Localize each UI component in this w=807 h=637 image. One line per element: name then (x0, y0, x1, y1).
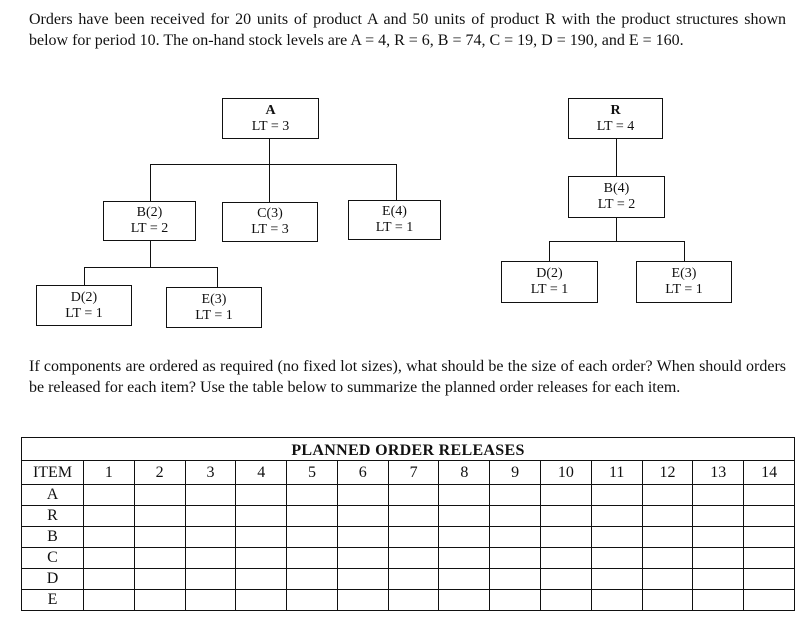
release-cell[interactable] (591, 548, 642, 569)
tree-a-connector (150, 164, 151, 202)
tree-a-node-e (348, 200, 441, 240)
node-lead-time: LT = 1 (65, 305, 103, 321)
tree-r-connector (616, 139, 617, 176)
release-cell[interactable] (439, 506, 490, 527)
release-cell[interactable] (591, 527, 642, 548)
period-header: 3 (185, 461, 236, 485)
tree-a-connector (269, 139, 270, 164)
release-cell[interactable] (84, 485, 135, 506)
release-cell[interactable] (388, 527, 439, 548)
release-cell[interactable] (541, 569, 592, 590)
period-header: 8 (439, 461, 490, 485)
release-cell[interactable] (541, 590, 592, 611)
item-label: E (22, 590, 84, 611)
release-cell[interactable] (134, 569, 185, 590)
release-cell[interactable] (337, 569, 388, 590)
tree-a-connector (150, 241, 151, 267)
table-title: PLANNED ORDER RELEASES (22, 438, 795, 461)
item-label: A (22, 485, 84, 506)
release-cell[interactable] (693, 569, 744, 590)
release-cell[interactable] (287, 527, 338, 548)
node-lead-time: LT = 3 (251, 118, 290, 134)
tree-a-connector (396, 164, 397, 202)
problem-statement: Orders have been received for 20 units of product A and 50 units of product R with the product structures shown below for period 10. The on-hand stock levels are A = 4, R = 6, B = 74, C = 19, D = 190, and E = 160. (29, 11, 786, 49)
period-header: 13 (693, 461, 744, 485)
question-text: If components are ordered as required (no fixed lot sizes), what should be the size of each order? When should orders be released for each item? Use the table below to summarize the planned order releases for each item. (29, 358, 786, 396)
period-header: 5 (287, 461, 338, 485)
period-header: 12 (642, 461, 693, 485)
release-cell[interactable] (388, 506, 439, 527)
release-cell[interactable] (591, 506, 642, 527)
release-cell[interactable] (236, 506, 287, 527)
tree-r-connector (549, 241, 550, 262)
release-cell[interactable] (337, 485, 388, 506)
tree-r-connector (616, 218, 617, 241)
release-cell[interactable] (84, 506, 135, 527)
release-cell[interactable] (490, 590, 541, 611)
node-name: E(3) (671, 266, 697, 281)
tree-a-connector (84, 267, 85, 286)
node-name: D(2) (536, 266, 563, 281)
release-cell[interactable] (541, 548, 592, 569)
tree-r-node-b (568, 176, 665, 218)
release-cell[interactable] (84, 569, 135, 590)
tree-a-node-b (103, 201, 196, 241)
release-cell[interactable] (337, 590, 388, 611)
item-header: ITEM (22, 461, 84, 485)
release-cell[interactable] (490, 506, 541, 527)
period-header: 10 (541, 461, 592, 485)
period-header: 9 (490, 461, 541, 485)
planned-order-releases-table (21, 437, 795, 611)
release-cell[interactable] (693, 548, 744, 569)
release-cell[interactable] (287, 569, 338, 590)
node-name: D(2) (70, 289, 98, 305)
release-cell[interactable] (591, 590, 642, 611)
item-label: D (22, 569, 84, 590)
node-name: C(3) (257, 206, 283, 221)
release-cell[interactable] (84, 527, 135, 548)
release-cell[interactable] (134, 527, 185, 548)
release-cell[interactable] (439, 548, 490, 569)
tree-a-node-c (222, 202, 318, 242)
release-cell[interactable] (693, 590, 744, 611)
release-cell[interactable] (388, 485, 439, 506)
node-lead-time: LT = 3 (251, 222, 289, 237)
release-cell[interactable] (541, 485, 592, 506)
item-label: B (22, 527, 84, 548)
node-name: A (265, 102, 276, 118)
release-cell[interactable] (744, 527, 795, 548)
release-cell[interactable] (134, 548, 185, 569)
release-cell[interactable] (337, 506, 388, 527)
tree-a-connector (269, 164, 270, 204)
table-row (22, 548, 795, 569)
release-cell[interactable] (236, 548, 287, 569)
release-cell[interactable] (642, 548, 693, 569)
node-lead-time: LT = 4 (596, 118, 635, 134)
release-cell[interactable] (693, 506, 744, 527)
table-header-row (22, 461, 795, 485)
release-cell[interactable] (134, 590, 185, 611)
release-cell[interactable] (185, 527, 236, 548)
table-row (22, 506, 795, 527)
release-cell[interactable] (287, 590, 338, 611)
node-lead-time: LT = 1 (195, 307, 233, 323)
release-cell[interactable] (84, 590, 135, 611)
table-row (22, 590, 795, 611)
period-header: 7 (388, 461, 439, 485)
release-cell[interactable] (185, 485, 236, 506)
release-cell[interactable] (185, 506, 236, 527)
node-name: E(3) (201, 291, 227, 307)
release-cell[interactable] (287, 485, 338, 506)
release-cell[interactable] (642, 527, 693, 548)
release-cell[interactable] (490, 527, 541, 548)
table-row (22, 569, 795, 590)
release-cell[interactable] (388, 548, 439, 569)
release-cell[interactable] (642, 590, 693, 611)
release-cell[interactable] (236, 569, 287, 590)
tree-r-connector (549, 241, 684, 242)
release-cell[interactable] (236, 527, 287, 548)
period-header: 2 (134, 461, 185, 485)
tree-a-connector (84, 267, 217, 268)
release-cell[interactable] (591, 569, 642, 590)
tree-a-connector (150, 164, 396, 165)
table-row (22, 527, 795, 548)
release-cell[interactable] (591, 485, 642, 506)
release-cell[interactable] (744, 506, 795, 527)
release-cell[interactable] (744, 590, 795, 611)
release-cell[interactable] (541, 506, 592, 527)
release-cell[interactable] (439, 527, 490, 548)
release-cell[interactable] (337, 527, 388, 548)
node-lead-time: LT = 1 (665, 282, 703, 297)
period-header: 4 (236, 461, 287, 485)
release-cell[interactable] (134, 485, 185, 506)
tree-r-connector (684, 241, 685, 262)
tree-a-node-a (222, 98, 319, 139)
tree-a-node-e2 (166, 287, 262, 328)
release-cell[interactable] (642, 506, 693, 527)
release-cell[interactable] (287, 548, 338, 569)
release-cell[interactable] (439, 485, 490, 506)
node-lead-time: LT = 2 (130, 221, 169, 236)
period-header: 6 (337, 461, 388, 485)
release-cell[interactable] (388, 590, 439, 611)
node-name: B(2) (136, 205, 163, 220)
release-cell[interactable] (541, 527, 592, 548)
release-cell[interactable] (744, 548, 795, 569)
release-cell[interactable] (490, 485, 541, 506)
period-header: 1 (84, 461, 135, 485)
release-cell[interactable] (490, 569, 541, 590)
tree-a-node-d (36, 285, 132, 326)
release-cell[interactable] (693, 485, 744, 506)
release-cell[interactable] (642, 569, 693, 590)
release-cell[interactable] (185, 569, 236, 590)
tree-r-node-e (636, 261, 732, 303)
release-cell[interactable] (287, 506, 338, 527)
node-lead-time: LT = 1 (530, 282, 569, 297)
release-cell[interactable] (185, 590, 236, 611)
table-row (22, 485, 795, 506)
node-lead-time: LT = 2 (597, 197, 636, 212)
node-lead-time: LT = 1 (375, 220, 414, 235)
release-cell[interactable] (134, 506, 185, 527)
tree-r-node-r (568, 98, 663, 139)
node-name: E(4) (382, 204, 407, 219)
tree-a-connector (217, 267, 218, 288)
release-cell[interactable] (337, 548, 388, 569)
release-cell[interactable] (236, 590, 287, 611)
release-cell[interactable] (693, 527, 744, 548)
release-cell[interactable] (744, 569, 795, 590)
release-cell[interactable] (84, 548, 135, 569)
release-cell[interactable] (744, 485, 795, 506)
period-header: 14 (744, 461, 795, 485)
item-label: R (22, 506, 84, 527)
node-name: R (610, 102, 621, 118)
release-cell[interactable] (236, 485, 287, 506)
node-name: B(4) (603, 181, 630, 196)
release-cell[interactable] (439, 590, 490, 611)
period-header: 11 (591, 461, 642, 485)
release-cell[interactable] (439, 569, 490, 590)
release-cell[interactable] (490, 548, 541, 569)
release-cell[interactable] (388, 569, 439, 590)
release-cell[interactable] (642, 485, 693, 506)
tree-r-node-d (501, 261, 598, 303)
release-cell[interactable] (185, 548, 236, 569)
item-label: C (22, 548, 84, 569)
